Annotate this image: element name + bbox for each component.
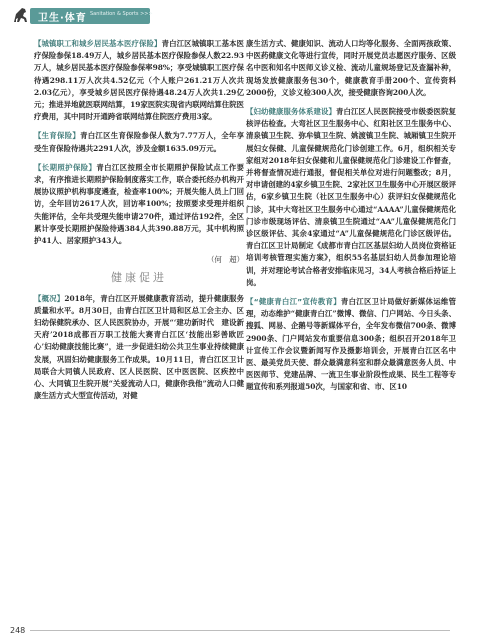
right-column — [246, 38, 456, 401]
paragraph-text: 康生活方式、健康知识、流动人口均等化服务、全面两孩政策、中医药健康文化等进行宣传，同时开展党员志愿医疗服务、区级名中医和知名中医师义诊义检、流动儿童规场登记及查漏补种，现场发放健康服务包30个，健康教育手册200个、宣传资料2000份，义诊义检300人次，接受健康咨询200人次。 — [246, 39, 456, 97]
paragraph-maternity-insurance — [34, 130, 244, 154]
paragraph-continuation — [246, 38, 456, 99]
section-header-subtitle: Sanitation & Sports >>> — [90, 11, 153, 17]
paragraph-tag: 【“健康青白江”宣传教育】 — [246, 297, 341, 307]
paragraph-text: 青白江区按照全市长期照护保险试点工作要求，有序推进长期照护保险制度落实工作，联合委托经办机构开展协议照护机构事度遴查，检查率100%；开展失能人员上门回访，全年回访2617人次，回访率100%；按照要求受理并组织失能评估，全年共受理失能申请270件，通过评估192件，全区累计享受长期照护保险待遇384人共390.88万元，其中机构照护41人、居家照护343人。 — [34, 162, 244, 246]
paragraph-text: 青白江区卫计局做好新媒体运维管理，动态维护“健康青白江”微博、微信、门户网站、今日头条、搜狐、网易、企鹅号等新媒体平台，全年发布微信700条、微博2900条、门户网站发布重要信息300条；组织召开2018年卫计宣传工作会议暨新闻写作及摄影培训会，开展青白江区名中医、最美党员天使、群众最满意科室和群众最满意医务人员、中医医师节、党建品牌、一流卫生事业阶段性成果、民生工程等专题宣传和系列报道50次，与国家和省、市、区10 — [246, 297, 456, 392]
author-signature: （何 超） — [207, 255, 244, 265]
paragraph-tag: 【城镇职工和城乡居民基本医疗保险】 — [34, 39, 162, 48]
page-header — [0, 0, 480, 30]
paragraph-tag: 【生育保险】 — [34, 131, 81, 141]
paragraph-medical-insurance — [34, 38, 244, 123]
paragraph-text: 青白江区生育保险参保人数为7.77万人，全年享受生育保险待遇共2291人次，涉及金额1635.09万元。 — [34, 131, 244, 153]
paragraph-text: 青白江区人民医院接受市级委医院复核评估检查。大弯社区卫生服务中心、红阳社区卫生服务中心、清泉镇卫生院、弥牟镇卫生院、姚渡镇卫生院、城厢镇卫生院开展妇女保健、儿童保健规范化门诊创建工作。6月，组织相关专家组对2018年妇女保健和儿童保健规范化门诊建设工作督查，并将督查情况进行通报，督促相关单位对进行问题整改；8月，对申请创建的4家乡镇卫生院、2家社区卫生服务中心开展区级评估，6家乡镇卫生院（社区卫生服务中心）获评妇女保健规范化门诊，其中大弯社区卫生服务中心通过“AAAA”儿童保健规范化门诊市级现场评估、清泉镇卫生院通过“AA”儿童保健规范化门诊区级评估、其余4家通过“A”儿童保健规范化门诊区级评估。青白江区卫计局制定《成都市青白江区基层妇幼人员岗位资格证培训考核管理实施方案》，组织55名基层妇幼人员参加理论培训，并对理论考试合格者安排临床见习，34人考核合格后持证上岗。 — [246, 107, 456, 287]
page-number: 248 — [10, 626, 26, 635]
paragraph-tag: 【概况】 — [34, 293, 65, 303]
paragraph-text: 青白江区城镇职工基本医疗保险参保18.49万人，城乡居民基本医疗保险参保人数22.93万人，城乡居民基本医疗保险参保率98%；享受城镇职工医疗保待遇298.11万人次共4.52亿元（个人账户261.21万人次共2.03亿元），享受城乡居民医疗保待遇48.24万人次共1.29亿元；推进异地就医联网结算，19家医院实现省内联网结算住院医疗费用，其中同时开通跨省联网结算住院医疗费用3家。 — [34, 39, 244, 122]
paragraph-tag: 【妇幼健康服务体系建设】 — [246, 107, 337, 117]
paragraph-overview — [34, 293, 244, 403]
section-header-title: 卫生·体育 — [38, 13, 87, 24]
paragraph-text: 2018年，青白江区开展健康教育活动，提升健康服务质量和水平。8月30日，由青白江区卫计局和区总工会主办、区妇幼保健院承办、区人民医院协办，开展“‘建功新时代 建设新天府’2018成都百万职工技能大赛青白江区‘技能出彩善欧匠心’妇幼健康技能比赛”，进一步促进妇幼公共卫生事业持续健康发展，巩固妇幼健康服务工作成果。10月11日，青白江区卫计局联合大同镇人民政府、区人民医院、区中医医院、区疾控中心、大同镇卫生院开展“关爱流动人口，健康你我他”流动人口健康生活方式大型宣传活动，对健 — [34, 293, 244, 401]
section-title: 健康促进 — [111, 271, 167, 285]
paragraph-tag: 【长期照护保险】 — [34, 162, 97, 172]
horse-logo-icon — [10, 4, 32, 26]
left-column — [34, 38, 244, 409]
paragraph-long-term-care — [34, 162, 244, 247]
paragraph-maternal-child-health — [246, 106, 456, 289]
paragraph-health-publicity — [246, 296, 456, 394]
footer-divider — [30, 630, 450, 631]
